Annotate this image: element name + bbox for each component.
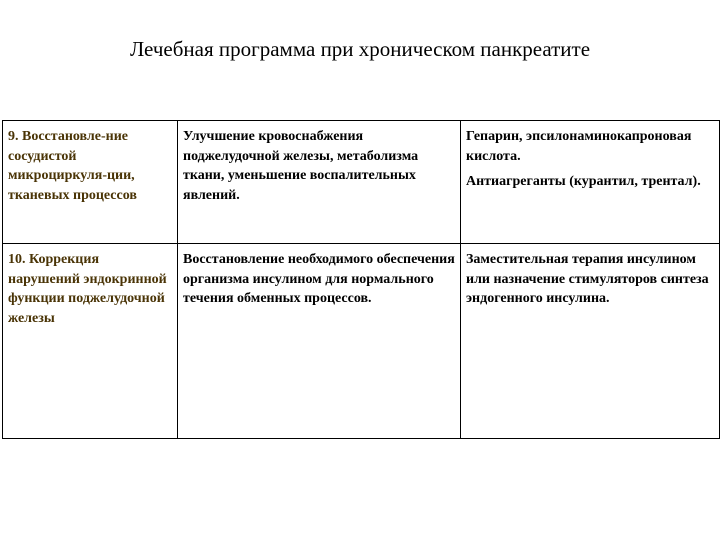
goal-cell: Восстановление необходимого обеспечения организма инсулином для нормального течения обменных процессов.	[178, 244, 461, 439]
treatment-cell	[461, 121, 720, 244]
treatment-item: Антиагреганты (курантил, трентал).	[466, 174, 701, 189]
stage-cell: 9. Восстановле-ние сосудистой микроциркуля-ции, тканевых процессов	[3, 121, 178, 244]
stage-cell: 10. Коррекция нарушений эндокринной функции поджелудочной железы	[3, 244, 178, 439]
treatment-item: Заместительная терапия инсулином или назначение стимуляторов синтеза эндогенного инсулина.	[466, 252, 709, 306]
treatment-program-table	[2, 120, 720, 439]
table-row	[3, 244, 720, 439]
goal-cell: Улучшение кровоснабжения поджелудочной железы, метаболизма ткани, уменьшение воспалительных явлений.	[178, 121, 461, 244]
table-row	[3, 121, 720, 244]
treatment-cell	[461, 244, 720, 439]
slide-title: Лечебная программа при хроническом панкреатите	[129, 37, 591, 61]
treatment-item: Гепарин, эпсилонаминокапроновая кислота.	[466, 129, 692, 164]
